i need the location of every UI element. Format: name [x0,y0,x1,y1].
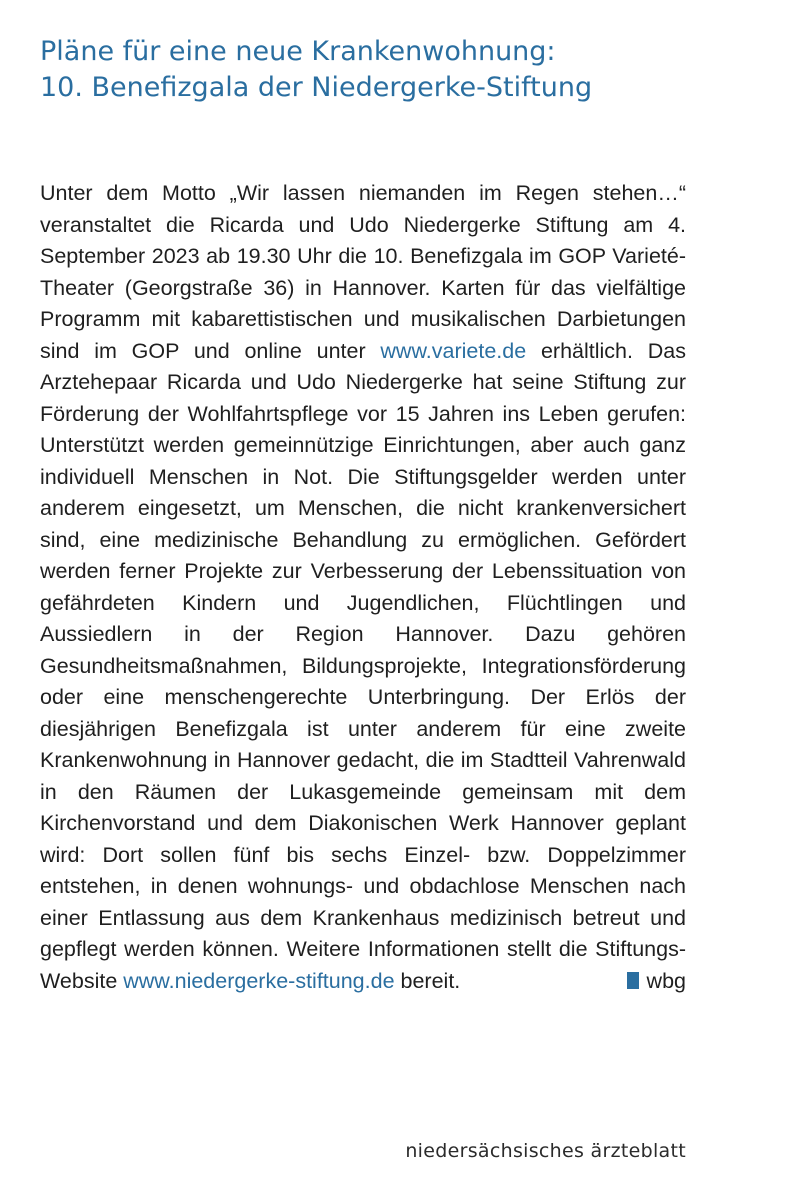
end-mark-square-icon [627,972,639,989]
headline-line-1: Pläne für eine neue Krankenwohnung: [40,36,556,67]
foundation-website-link[interactable]: www.niedergerke-stiftung.de [123,968,395,993]
author-initials: wbg [646,968,686,993]
body-text-part-2: erhältlich. Das Arztehepaar Ricarda und Udo Niedergerke hat seine Stiftung zur Förderung der Wohlfahrtspflege vor 15 Jahren ins Leben gerufen: Unterstützt werden gemeinnützige Einrichtungen, aber auch ganz individuell Menschen in Not. Die Stiftungsgelder werden unter anderem eingesetzt, um Menschen, die nicht krankenversichert sind, eine medizinische Behandlung zu ermöglichen. Gefördert werden ferner Projekte zur Verbesserung der Lebenssituation von gefährdeten Kindern und Jugendlichen, Flüchtlingen und Aussiedlern in der Region Hannover. Dazu gehören Gesundheitsmaßnahmen, Bildungsprojekte, Integrationsförderung oder eine menschengerechte Unterbringung. Der Erlös der diesjährigen Benefizgala ist unter anderem für eine zweite Krankenwohnung in Hannover gedacht, die im Stadtteil Vahrenwald in den Räumen der Lukasgemeinde gemeinsam mit dem Kirchenvorstand und dem Diakonischen Werk Hannover geplant wird: Dort sollen fünf bis sechs Einzel- bzw. Doppelzimmer entstehen, in denen wohnungs- und obdachlose Menschen nach einer Entlassung aus dem Krankenhaus medizinisch betreut und gepflegt werden können. Weitere Informationen stellt die Stiftungs-Website [40,338,686,993]
body-text-part-1: Unter dem Motto „Wir lassen niemanden im Regen stehen…“ veranstaltet die Ricarda und Udo Niedergerke Stiftung am 4. September 2023 ab 19.30 Uhr die 10. Benefizgala im GOP Varieté-Theater (Georgstraße 36) in Hannover. Karten für das vielfältige Programm mit kabarettistischen und musikalischen Darbietungen sind im GOP und online unter [40,181,686,363]
variete-link[interactable]: www.variete.de [380,338,527,363]
author-signature [627,966,686,998]
publication-footer: niedersächsisches ärzteblatt [405,1140,686,1162]
body-text-part-3: bereit. [394,968,461,993]
article-headline [40,34,686,106]
article [40,34,686,997]
headline-line-2: 10. Benefizgala der Niedergerke-Stiftung [40,72,593,103]
article-body [40,178,686,997]
